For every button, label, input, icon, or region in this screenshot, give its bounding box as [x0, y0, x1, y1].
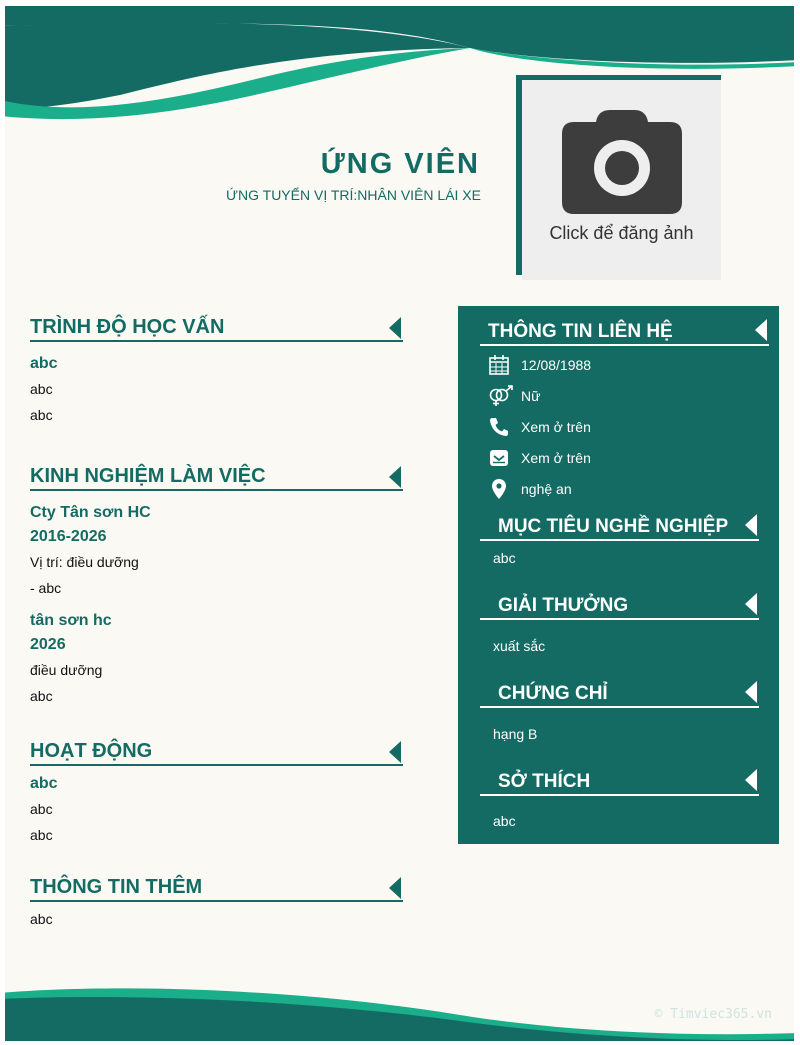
awards-text: xuất sắc	[493, 638, 546, 654]
section-header	[30, 738, 403, 766]
section-header	[30, 874, 403, 902]
email-value: Xem ở trên	[521, 450, 591, 466]
job-company: tân sơn hc	[30, 612, 112, 629]
job-role: Vị trí: điều dưỡng	[30, 554, 139, 570]
watermark: © Timviec365.vn	[654, 1007, 772, 1022]
section-title: TRÌNH ĐỘ HỌC VẤN	[30, 316, 225, 338]
section-title: MỤC TIÊU NGHỀ NGHIỆP	[498, 516, 729, 537]
caret-left-icon	[389, 317, 401, 339]
experience-section	[30, 463, 403, 709]
contact-gender	[488, 385, 758, 409]
job-period: 2016-2026	[30, 528, 107, 545]
caret-left-icon	[389, 741, 401, 763]
birthdate-value: 12/08/1988	[521, 357, 592, 373]
candidate-name: ỨNG VIÊN	[320, 148, 480, 180]
section-title: THÔNG TIN THÊM	[30, 876, 203, 898]
section-title: THÔNG TIN LIÊN HỆ	[488, 321, 673, 342]
caret-left-icon	[389, 877, 401, 899]
education-detail: abc	[30, 381, 53, 397]
address-value: nghệ an	[521, 481, 572, 497]
certificates-text: hạng B	[493, 726, 538, 742]
education-section	[30, 314, 403, 428]
activities-section	[30, 738, 403, 848]
additional-info-section	[30, 874, 403, 932]
activity-detail: abc	[30, 827, 53, 843]
email-icon	[488, 447, 510, 469]
job-period: 2026	[30, 636, 66, 653]
activity-name: abc	[30, 775, 58, 792]
contact-header	[480, 318, 769, 346]
applied-position: ỨNG TUYỂN VỊ TRÍ:NHÂN VIÊN LÁI XE	[226, 187, 481, 203]
hobbies-text: abc	[493, 813, 516, 829]
job-description: - abc	[30, 580, 62, 596]
gender-value: Nữ	[521, 388, 541, 404]
job-company: Cty Tân sơn HC	[30, 504, 151, 521]
school-name: abc	[30, 355, 58, 372]
gender-icon	[488, 385, 514, 407]
contact-email	[488, 447, 758, 471]
caret-left-icon	[745, 514, 757, 536]
job-description: abc	[30, 688, 53, 704]
certificates-header	[480, 680, 759, 708]
calendar-icon	[488, 354, 510, 376]
photo-upload-area[interactable]	[522, 80, 721, 280]
activity-detail: abc	[30, 801, 53, 817]
objective-header	[480, 513, 759, 541]
section-header	[30, 463, 403, 491]
contact-phone	[488, 416, 758, 440]
phone-icon	[488, 416, 510, 438]
phone-value: Xem ở trên	[521, 419, 591, 435]
location-pin-icon	[488, 478, 510, 500]
hobbies-header	[480, 768, 759, 796]
camera-icon	[562, 110, 682, 215]
caret-left-icon	[389, 466, 401, 488]
contact-address	[488, 478, 758, 502]
education-detail: abc	[30, 407, 53, 423]
additional-info-text: abc	[30, 911, 53, 927]
caret-left-icon	[745, 769, 757, 791]
photo-frame	[516, 75, 721, 275]
section-title: HOẠT ĐỘNG	[30, 740, 153, 762]
section-title: SỞ THÍCH	[498, 771, 591, 792]
section-title: CHỨNG CHỈ	[498, 683, 608, 704]
caret-left-icon	[745, 681, 757, 703]
job-item	[30, 609, 403, 709]
caret-left-icon	[755, 319, 767, 341]
job-role: điều dưỡng	[30, 662, 103, 678]
job-item	[30, 501, 403, 601]
section-title: GIẢI THƯỞNG	[498, 595, 629, 616]
caret-left-icon	[745, 593, 757, 615]
contact-birthdate	[488, 354, 758, 378]
photo-upload-label: Click để đăng ảnh	[549, 223, 694, 243]
section-title: KINH NGHIỆM LÀM VIỆC	[30, 465, 266, 487]
awards-header	[480, 592, 759, 620]
sidebar-panel	[458, 306, 779, 844]
section-header	[30, 314, 403, 342]
objective-text: abc	[493, 550, 516, 566]
